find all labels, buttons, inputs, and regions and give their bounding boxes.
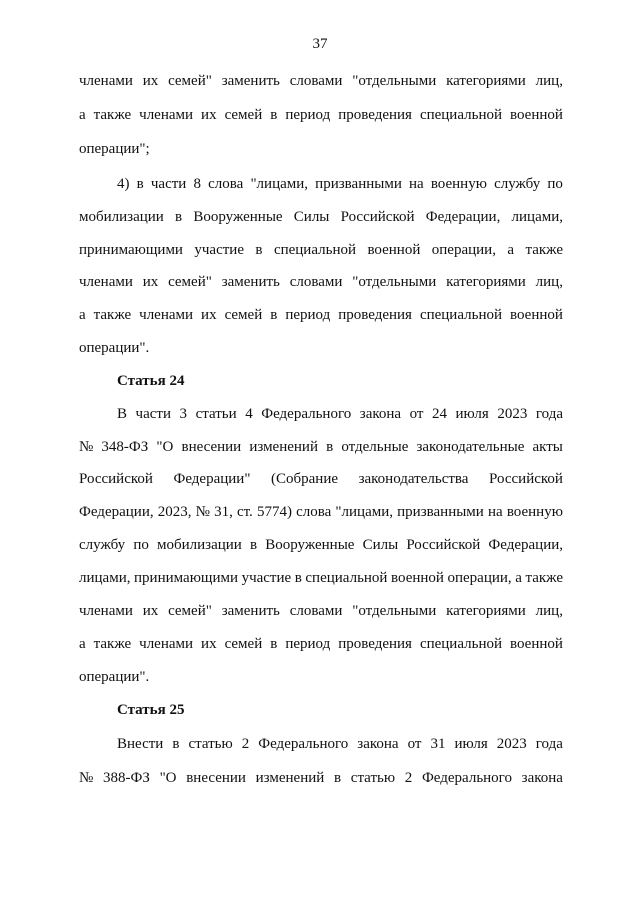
word: 8	[193, 176, 201, 192]
word: изменений	[249, 439, 318, 455]
word: их	[201, 307, 217, 323]
word: членами	[79, 73, 133, 89]
word: 31	[430, 736, 446, 752]
word: Российской	[340, 209, 415, 225]
body-line	[79, 502, 563, 522]
word: закона	[521, 770, 563, 786]
word: заменить	[221, 73, 280, 89]
word: принимающими	[79, 242, 183, 258]
word: (Собрание	[271, 471, 339, 487]
word: июля	[454, 736, 488, 752]
word: части	[135, 406, 171, 422]
word: Федерального	[258, 736, 349, 752]
word: 348-ФЗ	[101, 439, 149, 455]
word: 3	[179, 406, 188, 422]
word: семей	[224, 636, 263, 652]
word: слова	[208, 176, 244, 192]
word: 4	[245, 406, 253, 422]
word: их	[142, 73, 159, 89]
word: также	[525, 570, 563, 586]
word: лиц,	[535, 274, 563, 290]
word: Вооруженные	[193, 209, 283, 225]
word: военной	[510, 636, 563, 652]
word: членами	[139, 107, 194, 123]
word: семей"	[168, 73, 212, 89]
word: изменений	[255, 770, 325, 786]
word: "О	[156, 439, 174, 455]
word: закона	[357, 736, 399, 752]
word: их	[142, 603, 159, 619]
word: категориями	[446, 73, 526, 89]
word: лицами,	[79, 570, 131, 586]
word: лицами,	[511, 209, 563, 225]
word: мобилизации	[156, 537, 242, 553]
body-line	[79, 240, 563, 260]
word: 31,	[214, 504, 233, 520]
word: 24	[432, 406, 447, 422]
word: 2	[404, 770, 413, 786]
word: части	[150, 176, 187, 192]
word: Федерального	[261, 406, 352, 422]
word: Федерального	[421, 770, 512, 786]
word: а	[79, 307, 86, 323]
word: военной	[367, 242, 421, 258]
word: по	[547, 176, 563, 192]
body-line	[79, 71, 563, 91]
body-line	[79, 207, 563, 227]
word: операции,	[431, 242, 496, 258]
word: словами	[289, 274, 343, 290]
word: в	[249, 537, 258, 553]
word: года	[535, 736, 563, 752]
word: отдельные	[341, 439, 409, 455]
word: В	[117, 406, 128, 422]
word: Федерации,	[488, 537, 563, 553]
word: №	[79, 770, 94, 786]
word: а	[79, 636, 86, 652]
word: в	[270, 307, 278, 323]
word: Федерации,	[79, 504, 154, 520]
word: "отдельными	[352, 603, 437, 619]
word: проведения	[338, 636, 412, 652]
word: Федерации,	[425, 209, 501, 225]
word: на	[487, 504, 503, 520]
body-line	[79, 469, 563, 489]
body-line	[79, 437, 563, 457]
word: в	[270, 636, 278, 652]
word: принимающими	[134, 570, 238, 586]
word: №	[195, 504, 210, 520]
word: службу	[494, 176, 541, 192]
page-number: 37	[312, 36, 328, 52]
word: Российской	[79, 471, 153, 487]
word: статьи	[195, 406, 237, 422]
word: Внести	[117, 736, 164, 752]
word: участие	[241, 570, 292, 586]
word: их	[142, 274, 159, 290]
word: словами	[289, 603, 343, 619]
body-line	[79, 568, 563, 588]
word: на	[409, 176, 424, 192]
word: Российской	[489, 471, 563, 487]
paragraph-first-line	[117, 404, 563, 424]
word: семей	[224, 107, 263, 123]
paragraph-first-line	[117, 734, 563, 754]
word: Федерации"	[173, 471, 251, 487]
word: мобилизации	[79, 209, 164, 225]
word: специальной	[273, 242, 357, 258]
word: июля	[455, 406, 489, 422]
body-line: операции";	[79, 141, 150, 157]
word: специальной	[419, 107, 503, 123]
word: их	[201, 107, 217, 123]
word: в	[326, 439, 334, 455]
body-line	[79, 634, 563, 654]
word: а	[507, 242, 515, 258]
word: призванными	[397, 504, 484, 520]
word: участие	[194, 242, 244, 258]
word: в	[334, 770, 342, 786]
word: а	[79, 107, 86, 123]
word: заменить	[221, 274, 280, 290]
word: слова	[296, 504, 332, 520]
word: военной	[510, 307, 563, 323]
word: также	[93, 636, 132, 652]
word: проведения	[338, 107, 412, 123]
word: семей	[224, 307, 263, 323]
word: военной	[391, 570, 444, 586]
word: период	[285, 107, 331, 123]
word: а	[515, 570, 522, 586]
word: в	[255, 242, 263, 258]
body-line	[79, 535, 563, 555]
word: членами	[139, 307, 194, 323]
word: закона	[359, 406, 402, 422]
body-line: операции".	[79, 340, 150, 356]
word: в	[136, 176, 144, 192]
word: членами	[79, 274, 133, 290]
word: их	[201, 636, 217, 652]
word: членами	[79, 603, 133, 619]
word: операции,	[447, 570, 512, 586]
word: Российской	[406, 537, 481, 553]
word: членами	[139, 636, 194, 652]
word: законодательные	[416, 439, 525, 455]
article-heading: Статья 24	[117, 373, 185, 389]
word: "лицами,	[335, 504, 394, 520]
word: "отдельными	[352, 73, 437, 89]
word: Вооруженные	[265, 537, 355, 553]
word: Силы	[362, 537, 399, 553]
word: заменить	[221, 603, 280, 619]
word: семей"	[168, 603, 212, 619]
article-heading: Статья 25	[117, 702, 185, 718]
word: года	[535, 406, 563, 422]
word: 4)	[117, 176, 130, 192]
word: статью	[188, 736, 233, 752]
body-line	[79, 601, 563, 621]
word: ст.	[236, 504, 253, 520]
body-line	[79, 105, 563, 125]
word: службу	[79, 537, 126, 553]
body-line	[79, 768, 563, 788]
word: семей"	[168, 274, 212, 290]
word: внесении	[181, 439, 242, 455]
word: также	[525, 242, 563, 258]
word: акты	[532, 439, 563, 455]
word: от	[409, 406, 424, 422]
paragraph-first-line	[117, 174, 563, 194]
word: период	[285, 636, 331, 652]
word: лиц,	[535, 73, 563, 89]
word: от	[407, 736, 422, 752]
word: "лицами,	[250, 176, 309, 192]
word: в	[172, 736, 180, 752]
word: "О	[159, 770, 177, 786]
word: в	[175, 209, 183, 225]
word: Силы	[293, 209, 330, 225]
word: 2023	[497, 406, 528, 422]
word: 2023,	[157, 504, 192, 520]
word: в	[294, 570, 302, 586]
word: призванными	[315, 176, 402, 192]
word: военную	[506, 504, 563, 520]
word: законодательства	[358, 471, 469, 487]
word: №	[79, 439, 94, 455]
word: "отдельными	[352, 274, 437, 290]
body-line: операции".	[79, 669, 150, 685]
word: статью	[350, 770, 396, 786]
word: специальной	[305, 570, 388, 586]
word: период	[285, 307, 331, 323]
word: 2	[241, 736, 250, 752]
word: внесении	[186, 770, 246, 786]
word: словами	[289, 73, 343, 89]
body-line	[79, 272, 563, 292]
word: 2023	[496, 736, 527, 752]
word: специальной	[419, 636, 503, 652]
word: категориями	[446, 603, 526, 619]
word: по	[133, 537, 149, 553]
word: военную	[430, 176, 487, 192]
word: лиц,	[535, 603, 563, 619]
word: также	[93, 107, 132, 123]
word: 5774)	[256, 504, 292, 520]
word: военной	[510, 107, 563, 123]
word: категориями	[446, 274, 526, 290]
body-line	[79, 305, 563, 325]
word: проведения	[338, 307, 412, 323]
word: в	[270, 107, 278, 123]
word: также	[93, 307, 132, 323]
word: специальной	[419, 307, 503, 323]
word: 388-ФЗ	[103, 770, 150, 786]
